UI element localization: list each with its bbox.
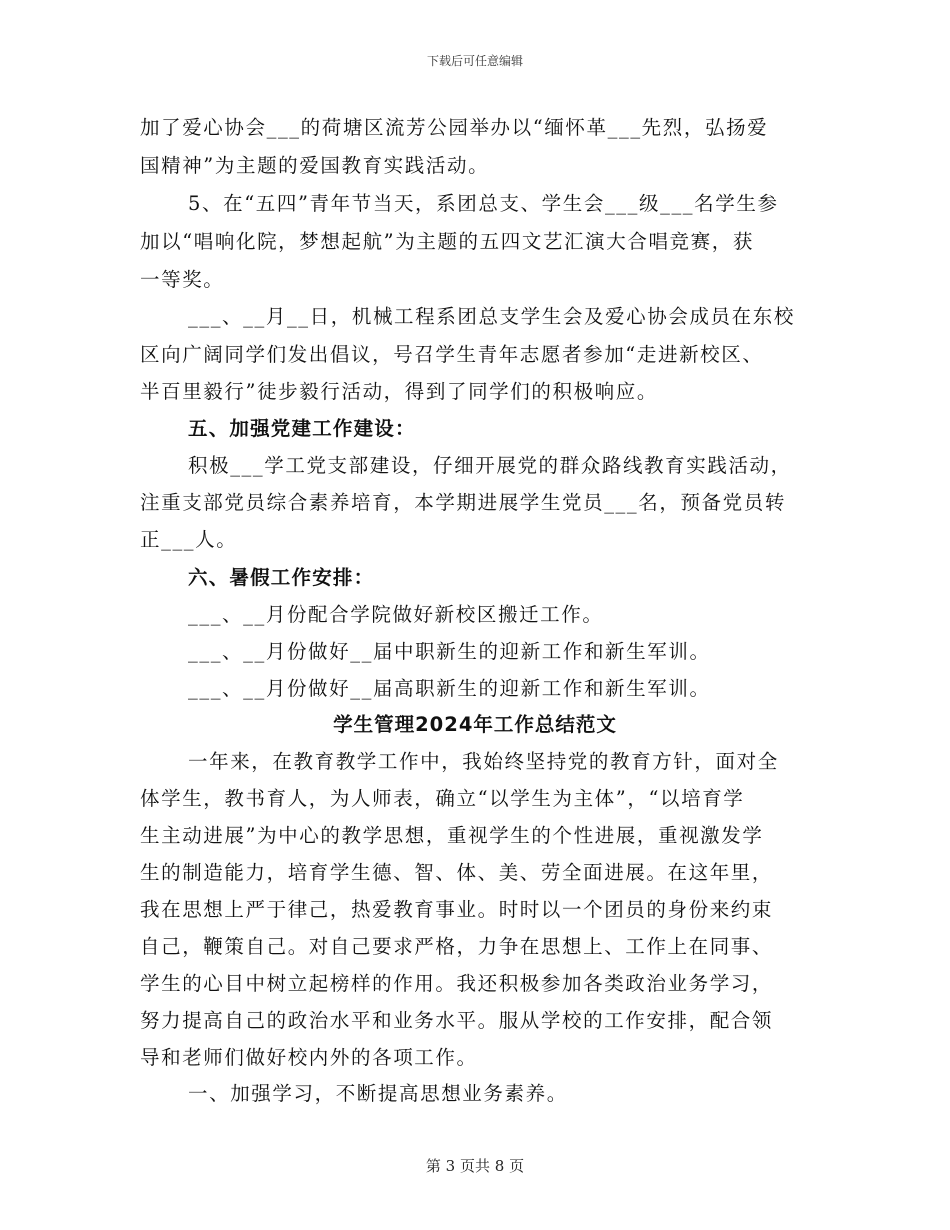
paragraph-line: 我在思想上严于律己，热爱教育事业。时时以一个团员的身份来约束 xyxy=(140,898,774,921)
paragraph-line: 5、在“五四”青年节当天，系团总支、学生会___级___名学生参 xyxy=(188,192,779,215)
paragraph-line: ___、__月__日，机械工程系团总支学生会及爱心协会成员在东校 xyxy=(188,305,795,328)
paragraph-line: 学生的心目中树立起榜样的作用。我还积极参加各类政治业务学习， xyxy=(140,972,774,995)
paragraph-line: 一年来，在教育教学工作中，我始终坚持党的教育方针，面对全 xyxy=(188,750,779,773)
paragraph-line: 体学生，教书育人，为人师表，确立“以学生为主体”，“以培育学 xyxy=(140,787,745,810)
paragraph-line: 自己，鞭策自己。对自己要求严格，力争在思想上、工作上在同事、 xyxy=(140,935,774,958)
document-title: 学生管理2024年工作总结范文 xyxy=(333,713,617,736)
paragraph-line: 区向广阔同学们发出倡议，号召学生青年志愿者参加“走进新校区、 xyxy=(140,343,764,366)
section-heading: 五、加强党建工作建设： xyxy=(188,417,416,440)
paragraph-line: 一等奖。 xyxy=(140,268,225,291)
paragraph-line: 生主动进展”为中心的教学思想，重视学生的个性进展，重视激发学 xyxy=(140,824,764,847)
paragraph-line: 积极___学工党支部建设，仔细开展党的群众路线教育实践活动， xyxy=(188,454,792,477)
paragraph-line: 注重支部党员综合素养培育，本学期进展学生党员___名，预备党员转 xyxy=(140,491,786,514)
paragraph-line: 加了爱心协会___的荷塘区流芳公园举办以“缅怀革___先烈，弘扬爱 xyxy=(140,116,769,139)
paragraph-line: 生的制造能力，培育学生德、智、体、美、劳全面进展。在这年里， xyxy=(140,861,774,884)
paragraph-line: 半百里毅行”徒步毅行活动，得到了同学们的积极响应。 xyxy=(140,380,658,403)
paragraph-line: 努力提高自己的政治水平和业务水平。服从学校的工作安排，配合领 xyxy=(140,1009,774,1032)
paragraph-line: 正___人。 xyxy=(140,528,238,551)
paragraph-line: ___、__月份做好__届高职新生的迎新工作和新生军训。 xyxy=(188,677,711,700)
paragraph-line: 导和老师们做好校内外的各项工作。 xyxy=(140,1046,478,1069)
paragraph-line: 加以“唱响化院，梦想起航”为主题的五四文艺汇演大合唱竞赛，获 xyxy=(140,230,754,253)
paragraph-line: ___、__月份做好__届中职新生的迎新工作和新生军训。 xyxy=(188,640,711,663)
page-header-note: 下载后可任意编辑 xyxy=(426,54,523,68)
paragraph-line: 国精神”为主题的爱国教育实践活动。 xyxy=(140,154,490,177)
paragraph-line: ___、__月份配合学院做好新校区搬迁工作。 xyxy=(188,603,604,626)
section-heading: 六、暑假工作安排： xyxy=(188,566,375,589)
paragraph-line: 一、加强学习，不断提高思想业务素养。 xyxy=(188,1082,568,1105)
page-number-footer: 第 3 页共 8 页 xyxy=(425,1157,525,1175)
